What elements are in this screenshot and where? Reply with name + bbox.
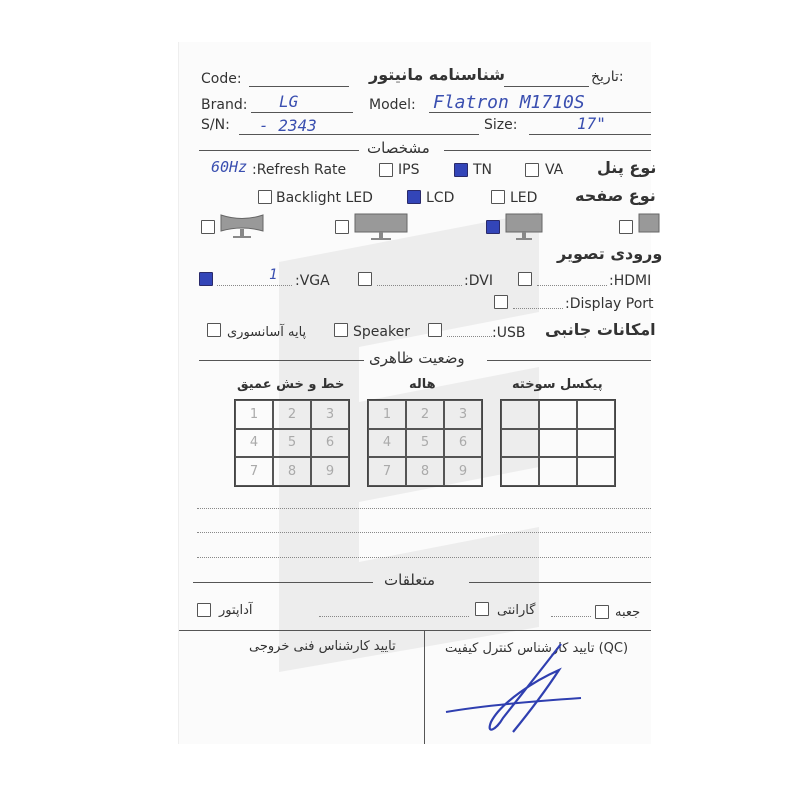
sn-value: - 2343 bbox=[259, 116, 317, 135]
backlight-led-checkbox[interactable] bbox=[258, 190, 272, 204]
grid-cell[interactable]: 5 bbox=[273, 429, 311, 458]
led-label: LED bbox=[510, 190, 538, 206]
grid-cell[interactable]: 2 bbox=[406, 400, 444, 429]
shape-curved-checkbox[interactable] bbox=[201, 220, 215, 234]
standard-monitor-icon bbox=[504, 212, 544, 242]
model-label: Model: bbox=[369, 97, 416, 113]
grid-cell[interactable]: 6 bbox=[311, 429, 349, 458]
size-label: Size: bbox=[484, 117, 518, 133]
specs-section-title: مشخصات bbox=[367, 139, 430, 157]
grid-cell[interactable]: 8 bbox=[406, 457, 444, 486]
grid-cell[interactable]: 6 bbox=[444, 429, 482, 458]
va-label: VA bbox=[545, 162, 564, 178]
display-port-label: :Display Port bbox=[565, 296, 654, 312]
usb-label: :USB bbox=[492, 325, 526, 341]
grid-cell[interactable]: 4 bbox=[235, 429, 273, 458]
tech-approval-label: تایید کارشناس فنی خروجی bbox=[249, 639, 396, 654]
dead-pixel-grid bbox=[500, 399, 616, 487]
tn-label: TN bbox=[473, 162, 493, 178]
speaker-checkbox[interactable] bbox=[334, 323, 348, 337]
stand-label: پایه آسانسوری bbox=[227, 325, 307, 340]
box-checkbox[interactable] bbox=[595, 605, 609, 619]
grid-cell[interactable] bbox=[501, 400, 539, 429]
code-label: Code: bbox=[201, 71, 242, 87]
page-title: شناسنامه مانیتور bbox=[369, 65, 505, 84]
grid-cell[interactable]: 1 bbox=[368, 400, 406, 429]
led-checkbox[interactable] bbox=[491, 190, 505, 204]
grid-cell[interactable]: 9 bbox=[444, 457, 482, 486]
refresh-rate-label: :Refresh Rate bbox=[252, 162, 347, 178]
hdmi-label: :HDMI bbox=[609, 273, 652, 289]
sn-label: S/N: bbox=[201, 117, 230, 133]
grid-cell[interactable] bbox=[539, 429, 577, 458]
curved-monitor-icon bbox=[219, 212, 265, 240]
size-value: 17" bbox=[577, 114, 606, 133]
grid-cell[interactable] bbox=[577, 400, 615, 429]
brand-label: Brand: bbox=[201, 97, 248, 113]
lcd-checkbox[interactable] bbox=[407, 190, 421, 204]
backlight-led-label: Backlight LED bbox=[276, 190, 373, 206]
dvi-checkbox[interactable] bbox=[358, 272, 372, 286]
warranty-label: گارانتی bbox=[497, 603, 536, 618]
model-value: Flatron M1710S bbox=[433, 92, 585, 113]
grid-cell[interactable]: 3 bbox=[311, 400, 349, 429]
wide-monitor-icon bbox=[353, 212, 409, 242]
grid-cell[interactable]: 1 bbox=[235, 400, 273, 429]
lcd-label: LCD bbox=[426, 190, 455, 206]
box-label: جعبه bbox=[615, 605, 641, 620]
shape-wide-checkbox[interactable] bbox=[335, 220, 349, 234]
ips-checkbox[interactable] bbox=[379, 163, 393, 177]
extras-title: امکانات جانبی bbox=[545, 320, 656, 339]
vga-label: :VGA bbox=[295, 273, 330, 289]
halo-grid bbox=[367, 399, 483, 487]
display-port-checkbox[interactable] bbox=[494, 295, 508, 309]
hdmi-checkbox[interactable] bbox=[518, 272, 532, 286]
adapter-checkbox[interactable] bbox=[197, 603, 211, 617]
adapter-label: آداپتور bbox=[219, 603, 253, 618]
grid-cell[interactable]: 7 bbox=[235, 457, 273, 486]
grid-cell[interactable] bbox=[577, 429, 615, 458]
shape-other-checkbox[interactable] bbox=[619, 220, 633, 234]
grid-cell[interactable]: 9 bbox=[311, 457, 349, 486]
dvi-label: :DVI bbox=[464, 273, 493, 289]
scratch-title: خط و خش عمیق bbox=[237, 377, 345, 392]
halo-title: هاله bbox=[409, 377, 436, 392]
vga-count: 1 bbox=[269, 267, 278, 283]
grid-cell[interactable] bbox=[539, 457, 577, 486]
grid-cell[interactable]: 8 bbox=[273, 457, 311, 486]
screen-type-label: نوع صفحه bbox=[575, 186, 656, 205]
brand-value: LG bbox=[279, 92, 299, 111]
monitor-icon bbox=[637, 212, 657, 242]
grid-cell[interactable] bbox=[501, 429, 539, 458]
panel-type-label: نوع پنل bbox=[597, 158, 657, 177]
qc-signature bbox=[441, 640, 601, 740]
inputs-title: ورودی تصویر bbox=[557, 244, 663, 263]
grid-cell[interactable]: 7 bbox=[368, 457, 406, 486]
appearance-title: وضعیت ظاهری bbox=[369, 349, 465, 367]
warranty-checkbox[interactable] bbox=[475, 602, 489, 616]
tn-checkbox[interactable] bbox=[454, 163, 468, 177]
monitor-spec-card bbox=[178, 42, 663, 744]
grid-cell[interactable] bbox=[539, 400, 577, 429]
stand-checkbox[interactable] bbox=[207, 323, 221, 337]
date-label: تاریخ: bbox=[591, 69, 624, 85]
shape-standard-checkbox[interactable] bbox=[486, 220, 500, 234]
grid-cell[interactable] bbox=[577, 457, 615, 486]
qc-approval-label: تایید کارشناس کنترل کیفیت (QC) bbox=[445, 641, 629, 656]
pixel-title: پیکسل سوخته bbox=[512, 377, 603, 392]
refresh-rate-value: 60Hz bbox=[211, 158, 248, 176]
grid-cell[interactable]: 2 bbox=[273, 400, 311, 429]
grid-cell[interactable] bbox=[501, 457, 539, 486]
va-checkbox[interactable] bbox=[525, 163, 539, 177]
vga-checkbox[interactable] bbox=[199, 272, 213, 286]
usb-checkbox[interactable] bbox=[428, 323, 442, 337]
speaker-label: Speaker bbox=[353, 324, 410, 340]
scratch-grid bbox=[234, 399, 350, 487]
grid-cell[interactable]: 5 bbox=[406, 429, 444, 458]
grid-cell[interactable]: 3 bbox=[444, 400, 482, 429]
ips-label: IPS bbox=[398, 162, 420, 178]
grid-cell[interactable]: 4 bbox=[368, 429, 406, 458]
accessories-title: متعلقات bbox=[384, 571, 436, 589]
